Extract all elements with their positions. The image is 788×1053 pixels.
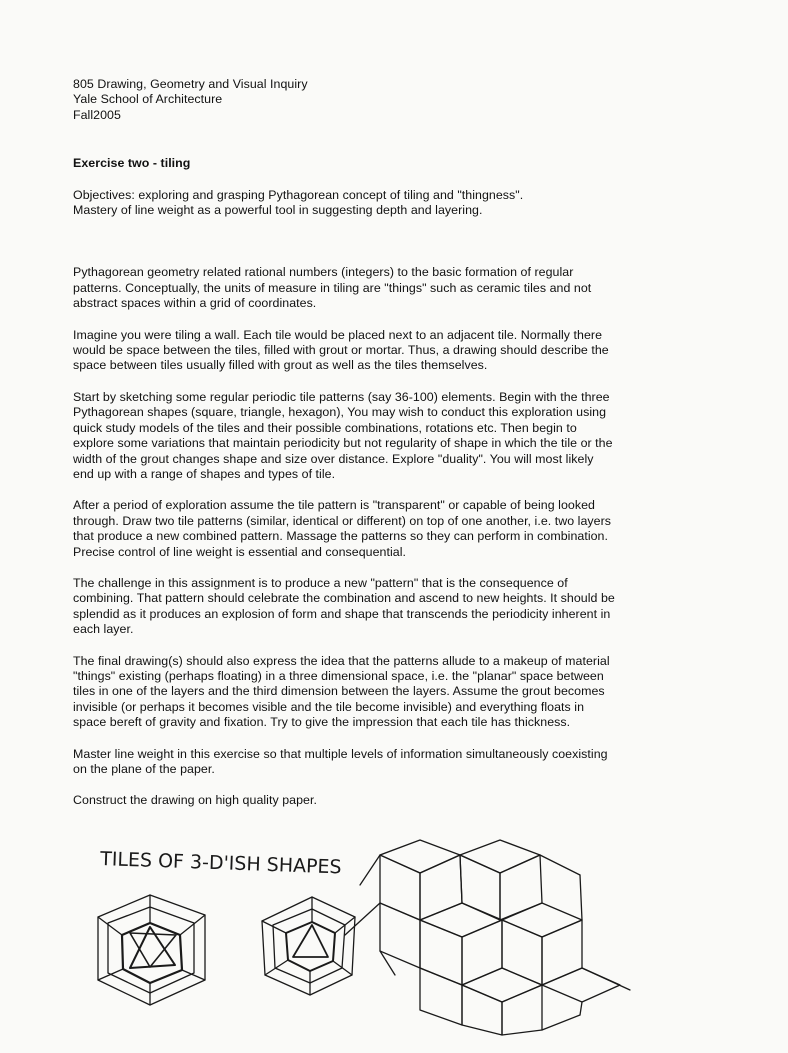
hexagon-sketch-2 xyxy=(262,897,355,995)
course-name: 805 Drawing, Geometry and Visual Inquiry xyxy=(73,77,308,91)
paragraph xyxy=(73,328,673,374)
paragraph-line: The final drawing(s) should also express the idea that the patterns allude to a makeup of material xyxy=(73,653,610,668)
paragraph xyxy=(73,654,673,731)
objectives xyxy=(73,188,673,219)
paragraph-line: on the plane of the paper. xyxy=(73,762,215,776)
paragraph-line: abstract spaces within a grid of coordinates. xyxy=(73,296,317,311)
course-header xyxy=(73,77,673,123)
objectives-line: Mastery of line weight as a powerful tool in suggesting depth and layering. xyxy=(73,203,483,218)
paragraph xyxy=(73,793,673,808)
paragraph xyxy=(73,576,673,638)
sketch-caption: TILES OF 3-D'ISH SHAPES xyxy=(99,848,342,879)
paragraph-line: Start by sketching some regular periodic tile patterns (say 36-100) elements. Begin with the three xyxy=(73,389,610,404)
hand-sketch xyxy=(90,825,650,1045)
paragraph-line: splendid as it produces an explosion of form and shape that transcends the periodicity inherent in xyxy=(73,606,611,621)
objectives-line: Objectives: exploring and grasping Pythagorean concept of tiling and "thingness". xyxy=(73,187,524,202)
paragraph-line: space between tiles usually filled with grout as well as the tiles themselves. xyxy=(73,358,488,373)
paragraph xyxy=(73,265,673,311)
document-text xyxy=(73,77,673,809)
paragraph-line: that produce a new combined pattern. Massage the patterns so they can perform in combination. xyxy=(73,529,608,544)
paragraph-line: Pythagorean geometry related rational numbers (integers) to the basic formation of regular xyxy=(73,265,574,280)
paragraph xyxy=(73,498,673,560)
paragraph-line: "things" existing (perhaps floating) in a three dimensional space, i.e. the "planar" space between xyxy=(73,668,604,683)
hexagon-sketch-1 xyxy=(98,895,205,1005)
paragraph xyxy=(73,390,673,482)
paragraph-line: explore some variations that maintain periodicity but not regularity of shape in which the tile or the xyxy=(73,436,613,451)
paragraph-line: end up with a range of shapes and types of tile. xyxy=(73,466,336,481)
paragraph-line: through. Draw two tile patterns (similar, identical or different) on top of one another, i.e. two layers xyxy=(73,513,612,528)
exercise-title: Exercise two - tiling xyxy=(73,156,191,171)
paragraph-line: quick study models of the tiles and their possible combinations, rotations etc. Then begin to xyxy=(73,420,577,435)
paragraph-line: Master line weight in this exercise so that multiple levels of information simultaneously coexisting xyxy=(73,746,608,761)
paragraph-line: After a period of exploration assume the tile pattern is "transparent" or capable of being looked xyxy=(73,498,595,513)
paragraph-line: tiles in one of the layers and the third dimension between the layers. Assume the grout becomes xyxy=(73,684,605,699)
paragraph-line: patterns. Conceptually, the units of measure in tiling are "things" such as ceramic tiles and not xyxy=(73,280,592,295)
term: Fall2005 xyxy=(73,107,121,122)
paragraph-line: invisible (or perhaps it becomes visible and the tile become invisible) and everything floats in xyxy=(73,699,585,714)
school-name: Yale School of Architecture xyxy=(73,92,223,107)
cube-tiling-sketch xyxy=(345,840,630,1035)
paragraph-line: combining. That pattern should celebrate the combination and ascend to new heights. It should be xyxy=(73,591,615,606)
paragraph-line: would be space between the tiles, filled with grout or mortar. Thus, a drawing should describe the xyxy=(73,343,609,358)
paragraph-line: space bereft of gravity and fixation. Try to give the impression that each tile has thickness. xyxy=(73,715,571,730)
paragraph-line: each layer. xyxy=(73,622,134,637)
paragraph-line: The challenge in this assignment is to produce a new "pattern" that is the consequence of xyxy=(73,575,568,590)
paragraph xyxy=(73,747,673,778)
sketch-drawing xyxy=(90,825,650,1045)
paragraph-line: Pythagorean shapes (square, triangle, hexagon), You may wish to conduct this exploration using xyxy=(73,405,607,420)
paragraph-line: width of the grout changes shape and size over distance. Explore "duality". You will most likely xyxy=(73,451,594,466)
paragraph-line: Imagine you were tiling a wall. Each tile would be placed next to an adjacent tile. Normally there xyxy=(73,327,603,342)
paragraph-line: Construct the drawing on high quality paper. xyxy=(73,793,317,808)
paragraph-line: Precise control of line weight is essential and consequential. xyxy=(73,544,407,559)
